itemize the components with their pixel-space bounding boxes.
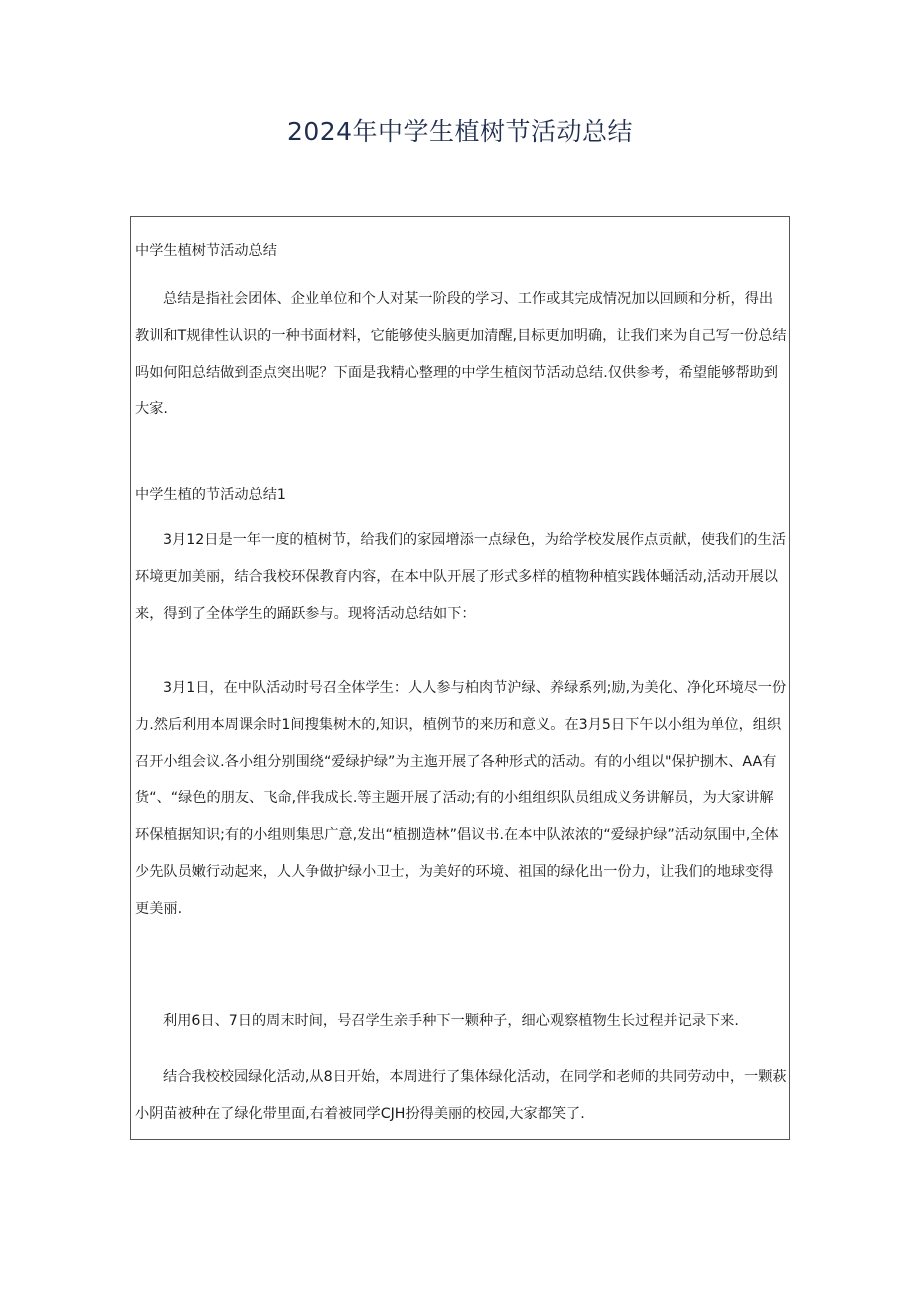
paragraph-1: 3月12日是一年一度的植树节，给我们的家园增添一点绿色，为给学校发展作点贡献，使我们的生活环境更加美丽，结合我校环保教育内容，在本中队开展了形式多样的植物种植实践体蛹活动,活动开展以来，得到了全体学生的踊跃参与。现将活动总结如下： <box>135 532 786 622</box>
subsection-heading: 中学生植的节活动总结1 <box>135 487 286 503</box>
paragraph-2: 3月1日，在中队活动时号召全体学生：人人参与柏肉节沪绿、养绿系列;励,为美化、净化环境尽一份力.然后利用本周课余时1间搜集树木的,知识，植例节的来历和意义。在3月5日下午以小组为单位，组织召开小组会议.各小组分别围绕“爱绿护绿”为主迤开展了各种形式的活动。有的小组以"保护捌木、AA有货“、“绿色的朋友、飞命,伴我成长.等主题开展了活动;有的小组组织队员组成义务讲解员，为大家讲解环保植据知识;有的小组则集思广意,发出“植捌造林”倡议书.在本中队浓浓的“爱绿护绿”活动氛围中,全体少先队员嫩行动起来，人人争做护绿小卫士，为美好的环境、祖国的绿化出一份力，让我们的地球变得更美丽. <box>135 680 787 917</box>
paragraph-3: 利用6日、7日的周末时间，号召学生亲手种下一颗种子，细心观察植物生长过程并记录下来. <box>163 1013 739 1029</box>
paragraph-4: 结合我校校园绿化活动,从8日开始，本周进行了集体绿化活动，在同学和老师的共同劳动中，一颗萩小阴苗被种在了绿化带里面,右着被同学CJH扮得美丽的校园,大家都笑了. <box>135 1069 787 1122</box>
content-box <box>130 216 790 1140</box>
section-heading: 中学生植树节活动总结 <box>135 243 277 259</box>
document-title: 2024年中学生植树节活动总结 <box>286 117 634 146</box>
intro-paragraph: 总结是指社会团体、企业单位和个人对某一阶段的学习、工作或其完成情况加以回顾和分析，得出教训和T规律性认识的一种书面材料，它能够使头脑更加清醒,目标更加明确，让我们来为自己写一份总结吗如何阳总结做到歪点突出呢？下面是我精心整理的中学生植闵节活动总结.仅供参考，希望能够帮助到大家. <box>135 291 787 418</box>
